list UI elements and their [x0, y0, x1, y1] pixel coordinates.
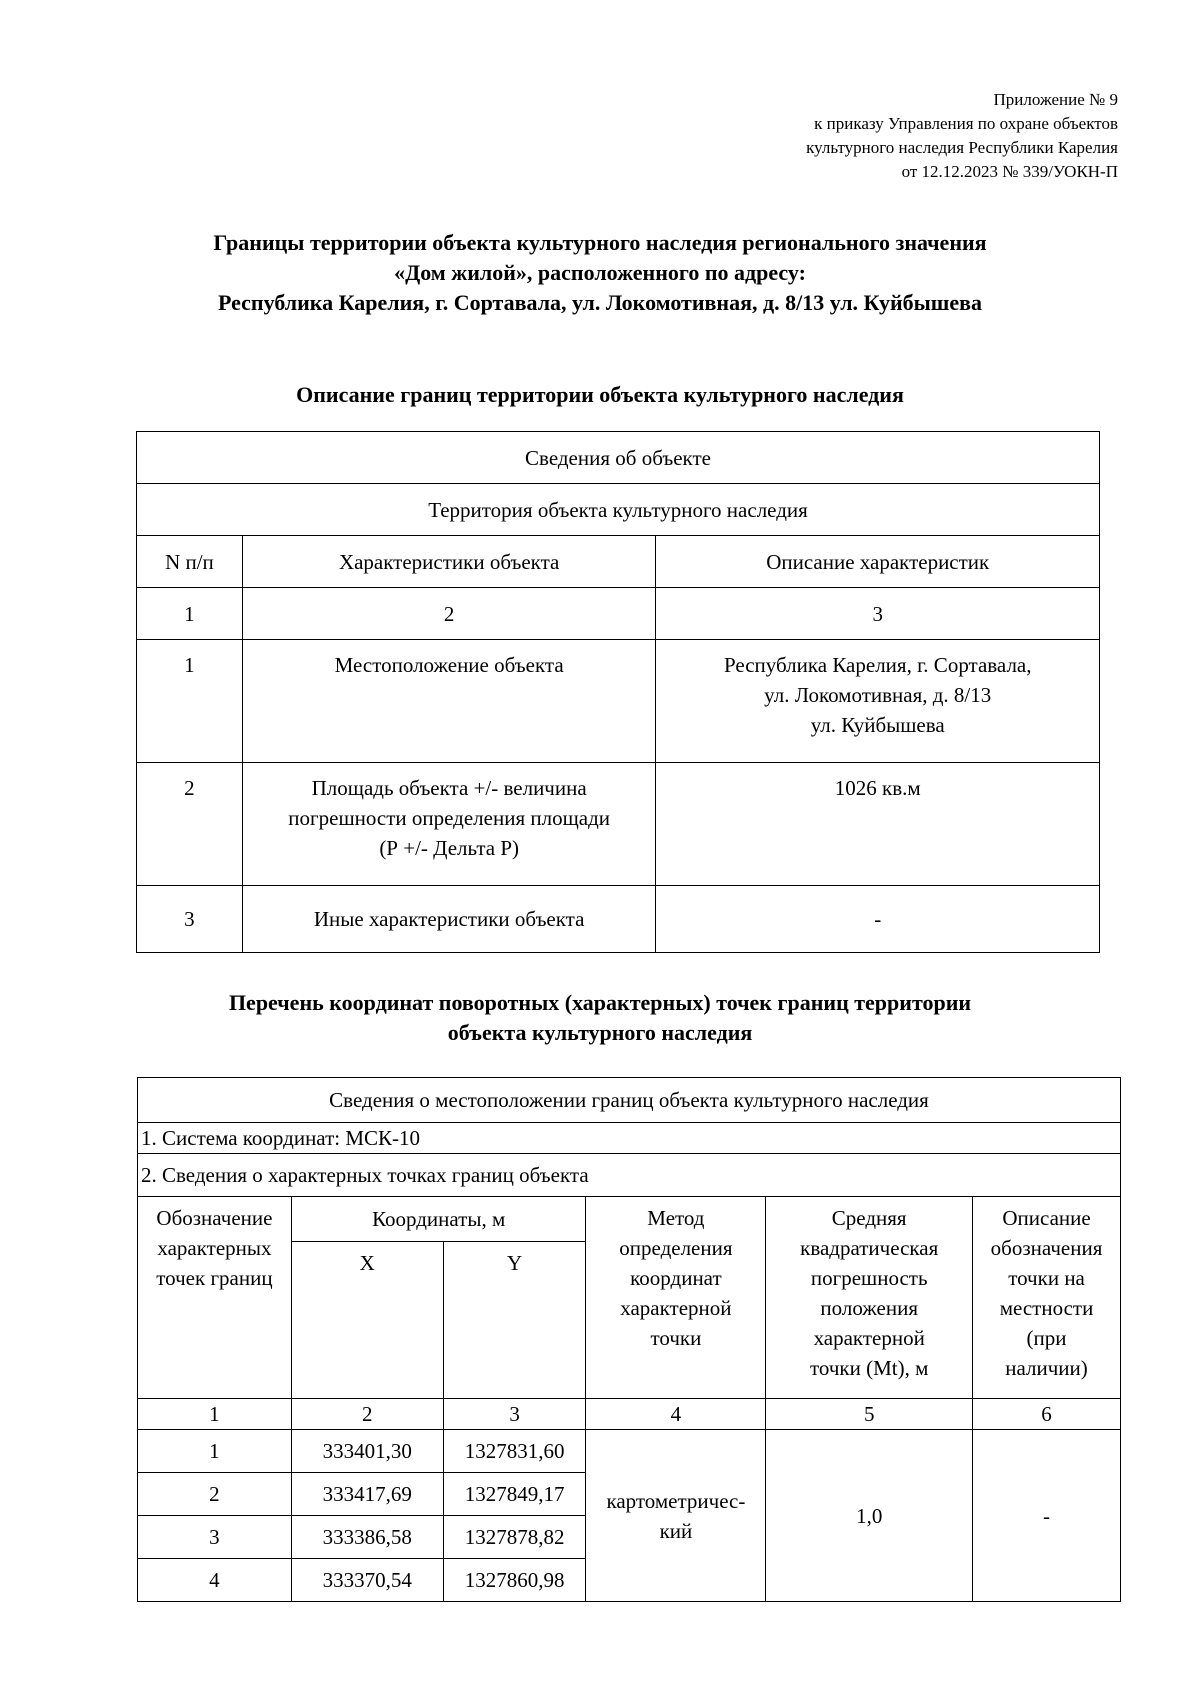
column-number: 1	[137, 588, 243, 640]
column-number: 2	[242, 588, 656, 640]
appendix-line: от 12.12.2023 № 339/УОКН-П	[901, 162, 1118, 181]
appendix-header	[518, 88, 1118, 184]
title-line: Республика Карелия, г. Сортавала, ул. Локомотивная, д. 8/13 ул. Куйбышева	[217, 290, 983, 315]
characteristic-value	[656, 763, 1100, 886]
point-x: 333417,69	[291, 1473, 443, 1516]
cell-line: Местоположение объекта	[334, 653, 564, 677]
point-id: 3	[138, 1516, 292, 1559]
appendix-line: культурного наследия Республики Карелия	[806, 138, 1118, 157]
table-header: Сведения об объекте	[137, 432, 1100, 484]
cell-line: точки (Mt), м	[810, 1356, 929, 1380]
cell-line: ул. Куйбышева	[810, 713, 945, 737]
cell-line: (Р +/- Дельта Р)	[379, 836, 519, 860]
cell-line: картометричес-	[606, 1488, 746, 1513]
cell-line: Площадь объекта +/- величина	[311, 776, 587, 800]
cell-line: наличии)	[1005, 1356, 1088, 1380]
cell-line: точки	[650, 1326, 702, 1350]
row-number: 3	[137, 886, 243, 953]
section2-title	[90, 988, 1110, 1048]
cell-line: Метод	[647, 1206, 705, 1230]
cell-line: точки на	[1008, 1266, 1085, 1290]
title-line: «Дом жилой», расположенного по адресу:	[394, 260, 806, 285]
point-y: 1327831,60	[443, 1430, 586, 1473]
cell-line: Описание	[1002, 1206, 1091, 1230]
cell-line: обозначения	[990, 1236, 1103, 1260]
column-header-description	[973, 1197, 1121, 1399]
characteristic-name	[242, 763, 656, 886]
title-line: Границы территории объекта культурного наследия регионального значения	[213, 230, 987, 255]
row-number: 2	[137, 763, 243, 886]
title-line: объекта культурного наследия	[447, 1020, 753, 1045]
row-number: 1	[137, 640, 243, 763]
column-header-designation	[138, 1197, 292, 1399]
title-line: Перечень координат поворотных (характерных) точек границ территории	[228, 990, 972, 1015]
characteristic-name	[242, 640, 656, 763]
characteristic-value	[656, 640, 1100, 763]
table-row	[137, 886, 1100, 953]
column-header-error	[766, 1197, 973, 1399]
column-header: N п/п	[137, 536, 243, 588]
point-y: 1327849,17	[443, 1473, 586, 1516]
cell-line: (при	[1026, 1326, 1067, 1350]
cell-line: погрешность	[810, 1266, 928, 1290]
column-number: 1	[138, 1399, 292, 1430]
characteristic-value	[656, 886, 1100, 953]
cell-line: Республика Карелия, г. Сортавала,	[723, 653, 1032, 677]
points-header: 2. Сведения о характерных точках границ объекта	[138, 1154, 1121, 1197]
cell-line: Обозначение	[156, 1206, 273, 1230]
point-id: 2	[138, 1473, 292, 1516]
point-id: 4	[138, 1559, 292, 1602]
point-x: 333370,54	[291, 1559, 443, 1602]
description-value: -	[973, 1430, 1121, 1602]
cell-line: ул. Локомотивная, д. 8/13	[764, 683, 992, 707]
table-row	[137, 640, 1100, 763]
table-row	[138, 1430, 1121, 1473]
column-number: 3	[443, 1399, 586, 1430]
column-number: 4	[586, 1399, 766, 1430]
column-number: 3	[656, 588, 1100, 640]
cell-line: кий	[659, 1518, 693, 1543]
column-header-method	[586, 1197, 766, 1399]
appendix-line: Приложение № 9	[993, 90, 1118, 109]
column-header-x: X	[291, 1242, 443, 1399]
error-value: 1,0	[766, 1430, 973, 1602]
cell-line: Средняя	[831, 1206, 907, 1230]
appendix-line: к приказу Управления по охране объектов	[814, 114, 1118, 133]
column-header-y: Y	[443, 1242, 586, 1399]
cell-line: характерной	[620, 1296, 732, 1320]
point-y: 1327878,82	[443, 1516, 586, 1559]
cell-line: Иные характеристики объекта	[313, 907, 585, 931]
column-header: Характеристики объекта	[242, 536, 656, 588]
document-title	[90, 228, 1110, 318]
cell-line: погрешности определения площади	[288, 806, 610, 830]
coordinates-table	[137, 1077, 1121, 1602]
cell-line: 1026 кв.м	[834, 776, 921, 800]
section1-title: Описание границ территории объекта культурного наследия	[296, 382, 904, 407]
cell-line: местности	[999, 1296, 1094, 1320]
method-value	[586, 1430, 766, 1602]
cell-line: -	[874, 907, 882, 931]
column-header-coordinates: Координаты, м	[291, 1197, 586, 1242]
cell-line: характерной	[813, 1326, 925, 1350]
cell-line: квадратическая	[800, 1236, 939, 1260]
cell-line: характерных	[157, 1236, 272, 1260]
point-y: 1327860,98	[443, 1559, 586, 1602]
point-id: 1	[138, 1430, 292, 1473]
point-x: 333401,30	[291, 1430, 443, 1473]
cell-line: определения	[619, 1236, 733, 1260]
column-header: Описание характеристик	[656, 536, 1100, 588]
table-header: Сведения о местоположении границ объекта культурного наследия	[138, 1078, 1121, 1123]
cell-line: положения	[820, 1296, 918, 1320]
column-number: 6	[973, 1399, 1121, 1430]
characteristic-name	[242, 886, 656, 953]
object-info-table	[136, 431, 1100, 953]
coordinate-system: 1. Система координат: МСК-10	[138, 1123, 1121, 1154]
cell-line: точек границ	[156, 1266, 273, 1290]
point-x: 333386,58	[291, 1516, 443, 1559]
table-subheader: Территория объекта культурного наследия	[137, 484, 1100, 536]
column-number: 5	[766, 1399, 973, 1430]
column-number: 2	[291, 1399, 443, 1430]
table-row	[137, 763, 1100, 886]
cell-line: координат	[630, 1266, 722, 1290]
